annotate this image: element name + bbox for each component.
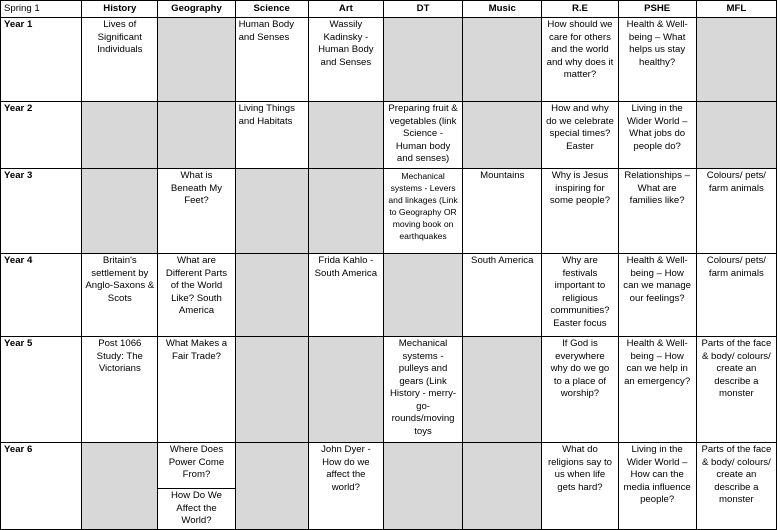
cell-history: Post 1066 Study: The Victorians	[82, 337, 158, 443]
cell-art: Frida Kahlo - South America	[308, 254, 383, 337]
cell-music	[463, 18, 542, 102]
cell-dt: Mechanical systems - Levers and linkages (Link to Geography OR moving book on earthquakes	[383, 169, 462, 254]
year-label: Year 6	[1, 443, 82, 530]
cell-history: Britain's settlement by Anglo-Saxons & Scots	[82, 254, 158, 337]
header-geography: Geography	[158, 1, 235, 18]
header-row	[1, 1, 777, 18]
cell-mfl	[696, 18, 776, 102]
header-term: Spring 1	[1, 1, 82, 18]
year-label: Year 4	[1, 254, 82, 337]
cell-dt	[383, 443, 462, 530]
cell-science: Human Body and Senses	[235, 18, 308, 102]
cell-pshe: Relationships – What are families like?	[618, 169, 696, 254]
cell-music	[463, 443, 542, 530]
cell-music	[463, 337, 542, 443]
table-row	[1, 337, 777, 443]
year-label: Year 3	[1, 169, 82, 254]
year-label: Year 5	[1, 337, 82, 443]
header-dt: DT	[383, 1, 462, 18]
year-label: Year 1	[1, 18, 82, 102]
cell-geography: What is Beneath My Feet?	[158, 169, 235, 254]
cell-dt: Mechanical systems - pulleys and gears (Link History - merry-go-rounds/moving toys	[383, 337, 462, 443]
cell-history	[82, 443, 158, 530]
cell-art	[308, 337, 383, 443]
header-art: Art	[308, 1, 383, 18]
cell-geography	[158, 102, 235, 169]
cell-dt	[383, 18, 462, 102]
cell-mfl	[696, 102, 776, 169]
header-mfl: MFL	[696, 1, 776, 18]
cell-pshe: Living in the Wider World – How can the media influence people?	[618, 443, 696, 530]
cell-pshe: Living in the Wider World – What jobs do people do?	[618, 102, 696, 169]
cell-dt	[383, 254, 462, 337]
year-label: Year 2	[1, 102, 82, 169]
table-row	[1, 443, 777, 530]
header-science: Science	[235, 1, 308, 18]
cell-science	[235, 443, 308, 530]
cell-mfl: Parts of the face & body/ colours/ create an describe a monster	[696, 443, 776, 530]
header-history: History	[82, 1, 158, 18]
cell-geography	[158, 443, 235, 530]
cell-history	[82, 169, 158, 254]
cell-pshe: Health & Well-being – How can we help in an emergency?	[618, 337, 696, 443]
table-row	[1, 18, 777, 102]
cell-pshe: Health & Well-being – What helps us stay healthy?	[618, 18, 696, 102]
table-row	[1, 102, 777, 169]
cell-re: How should we care for others and the world and why does it matter?	[542, 18, 618, 102]
cell-mfl: Colours/ pets/ farm animals	[696, 254, 776, 337]
header-music: Music	[463, 1, 542, 18]
cell-geography: What Makes a Fair Trade?	[158, 337, 235, 443]
cell-re: If God is everywhere why do we go to a place of worship?	[542, 337, 618, 443]
header-re: R.E	[542, 1, 618, 18]
cell-science	[235, 254, 308, 337]
cell-re: Why are festivals important to religious communities? Easter focus	[542, 254, 618, 337]
cell-mfl: Colours/ pets/ farm animals	[696, 169, 776, 254]
cell-art	[308, 102, 383, 169]
cell-mfl: Parts of the face & body/ colours/ create an describe a monster	[696, 337, 776, 443]
cell-art: Wassily Kadinsky - Human Body and Senses	[308, 18, 383, 102]
cell-science	[235, 169, 308, 254]
cell-music	[463, 102, 542, 169]
geography-topic-b: How Do We Affect the World?	[170, 490, 222, 526]
cell-re: How and why do we celebrate special times? Easter	[542, 102, 618, 169]
header-pshe: PSHE	[618, 1, 696, 18]
cell-history	[82, 102, 158, 169]
cell-dt: Preparing fruit & vegetables (link Science - Human body and senses)	[383, 102, 462, 169]
cell-pshe: Health & Well-being – How can we manage our feelings?	[618, 254, 696, 337]
cell-science	[235, 337, 308, 443]
cell-music: Mountains	[463, 169, 542, 254]
table-row	[1, 254, 777, 337]
cell-art: John Dyer - How do we affect the world?	[308, 443, 383, 530]
geography-topic-a: Where Does Power Come From?	[158, 443, 234, 489]
table-row	[1, 169, 777, 254]
cell-art	[308, 169, 383, 254]
cell-re: What do religions say to us when life gets hard?	[542, 443, 618, 530]
cell-science: Living Things and Habitats	[235, 102, 308, 169]
cell-music: South America	[463, 254, 542, 337]
cell-re: Why is Jesus inspiring for some people?	[542, 169, 618, 254]
cell-geography	[158, 18, 235, 102]
cell-geography: What are Different Parts of the World Like? South America	[158, 254, 235, 337]
cell-history: Lives of Significant Individuals	[82, 18, 158, 102]
